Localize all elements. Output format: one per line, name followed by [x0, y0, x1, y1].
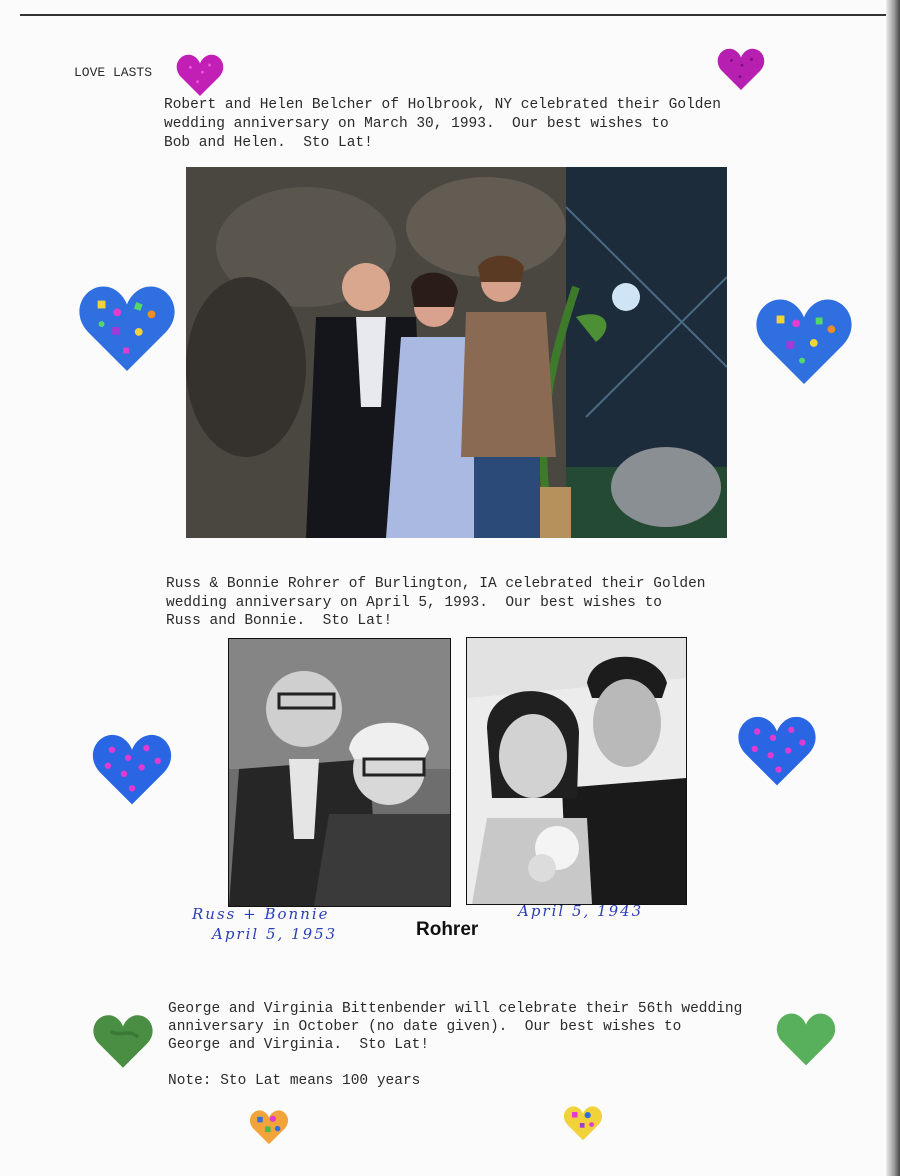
handwritten-caption-names: Russ + Bonnie — [192, 905, 330, 923]
article2-line1: Russ & Bonnie Rohrer of Burlington, IA celebrated their Golden — [166, 576, 706, 592]
printed-surname: Rohrer — [416, 919, 479, 940]
article2-line3: Russ and Bonnie. Sto Lat! — [166, 613, 393, 629]
article1-line3: Bob and Helen. Sto Lat! — [164, 135, 373, 151]
rohrer-couple-recent-photo — [228, 638, 451, 907]
rohrer-wedding-photo — [466, 637, 687, 905]
handwritten-caption-date-right: April 5, 1943 — [518, 902, 644, 920]
blue-confetti-heart-right — [755, 296, 853, 386]
article2-line2: wedding anniversary on April 5, 1993. Our best wishes to — [166, 595, 662, 611]
magenta-heart-sticker-left — [176, 53, 224, 97]
magenta-heart-sticker-right — [717, 47, 765, 91]
section-heading: LOVE LASTS — [74, 65, 153, 80]
blue-pink-dot-heart-right — [737, 714, 817, 787]
article1-line1: Robert and Helen Belcher of Holbrook, NY celebrated their Golden — [164, 97, 721, 113]
green-heart-right — [776, 1011, 836, 1067]
small-confetti-heart-left — [249, 1109, 289, 1145]
blue-confetti-heart-left — [77, 283, 177, 373]
article3-line3: George and Virginia. Sto Lat! — [168, 1037, 430, 1053]
blue-pink-dot-heart-left — [91, 732, 173, 806]
belcher-couple-photo — [186, 167, 727, 538]
article3-line2: anniversary in October (no date given). Our best wishes to — [168, 1019, 682, 1035]
handwritten-caption-date-left: April 5, 1953 — [212, 925, 338, 943]
sto-lat-note: Note: Sto Lat means 100 years — [168, 1073, 421, 1089]
green-heart-left — [92, 1013, 154, 1069]
article3-line1: George and Virginia Bittenbender will celebrate their 56th wedding — [168, 1001, 743, 1017]
top-rule — [20, 14, 890, 16]
page-edge-shadow — [886, 0, 900, 1176]
article1-line2: wedding anniversary on March 30, 1993. Our best wishes to — [164, 116, 669, 132]
small-confetti-heart-right — [563, 1105, 603, 1141]
